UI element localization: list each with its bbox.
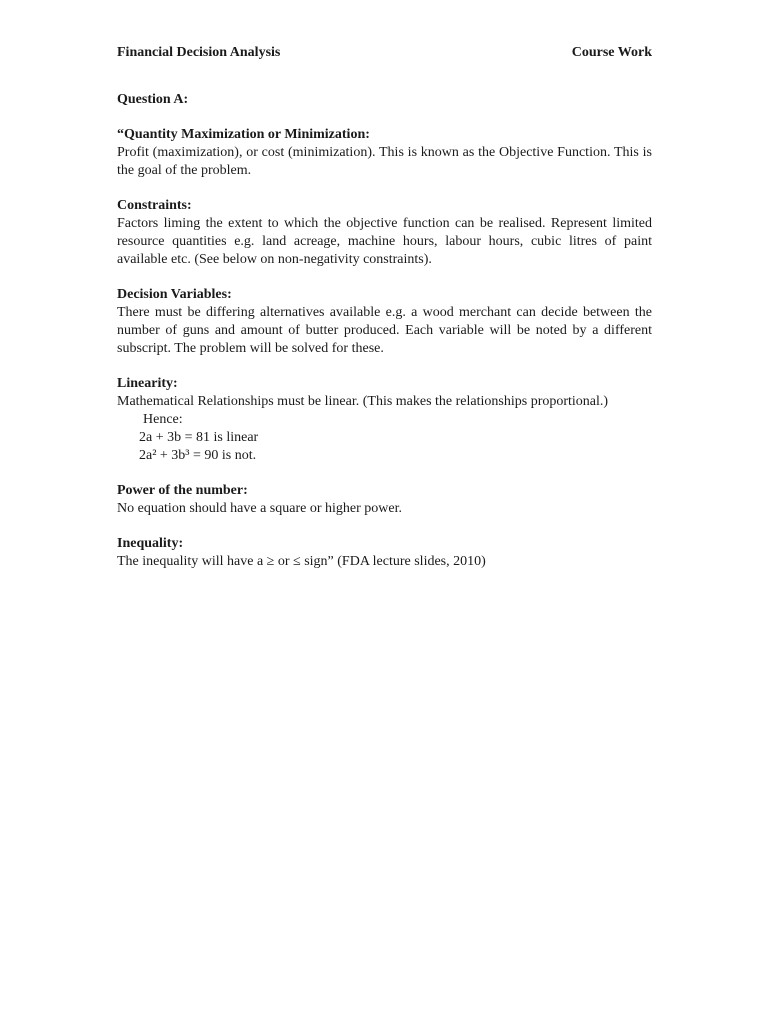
constraints-heading: Constraints: bbox=[117, 198, 192, 213]
power-heading: Power of the number: bbox=[117, 483, 248, 498]
inequality-heading: Inequality: bbox=[117, 536, 184, 551]
power-text: No equation should have a square or higher power. bbox=[117, 501, 402, 516]
constraints-text: Factors liming the extent to which the objective function can be realised. Represent limited resource quantities e.g. land acreage, machine hours, labour hours, cubic litres of paint available etc. (See below on non-negativity constraints). bbox=[117, 216, 652, 267]
linearity-text: Mathematical Relationships must be linear. (This makes the relationships proportional.) bbox=[117, 394, 609, 409]
decision-variables-text: There must be differing alternatives available e.g. a wood merchant can decide between the number of guns and amount of butter produced. Each variable will be noted by a different subscript. The problem will be solved for these. bbox=[117, 305, 652, 356]
question-title: Question A: bbox=[117, 92, 189, 107]
header-title: Financial Decision Analysis bbox=[117, 45, 281, 60]
decision-variables-heading: Decision Variables: bbox=[117, 287, 232, 302]
section-decision-variables bbox=[117, 286, 652, 358]
objective-heading: “Quantity Maximization or Minimization: bbox=[117, 127, 370, 142]
section-constraints bbox=[117, 197, 652, 269]
section-power bbox=[117, 482, 652, 518]
inequality-text: The inequality will have a ≥ or ≤ sign” (FDA lecture slides, 2010) bbox=[117, 554, 486, 569]
objective-text: Profit (maximization), or cost (minimization). This is known as the Objective Function. This is the goal of the problem. bbox=[117, 145, 652, 178]
nonlinear-equation: 2a² + 3b³ = 90 is not. bbox=[139, 448, 257, 463]
section-inequality bbox=[117, 535, 652, 571]
section-objective bbox=[117, 126, 652, 180]
linear-equation: 2a + 3b = 81 is linear bbox=[139, 430, 259, 445]
document-page bbox=[117, 44, 652, 571]
linearity-heading: Linearity: bbox=[117, 376, 178, 391]
section-linearity bbox=[117, 375, 652, 465]
page-header bbox=[117, 44, 652, 64]
header-course-work: Course Work bbox=[571, 45, 652, 60]
linearity-hence: Hence: bbox=[143, 412, 183, 427]
